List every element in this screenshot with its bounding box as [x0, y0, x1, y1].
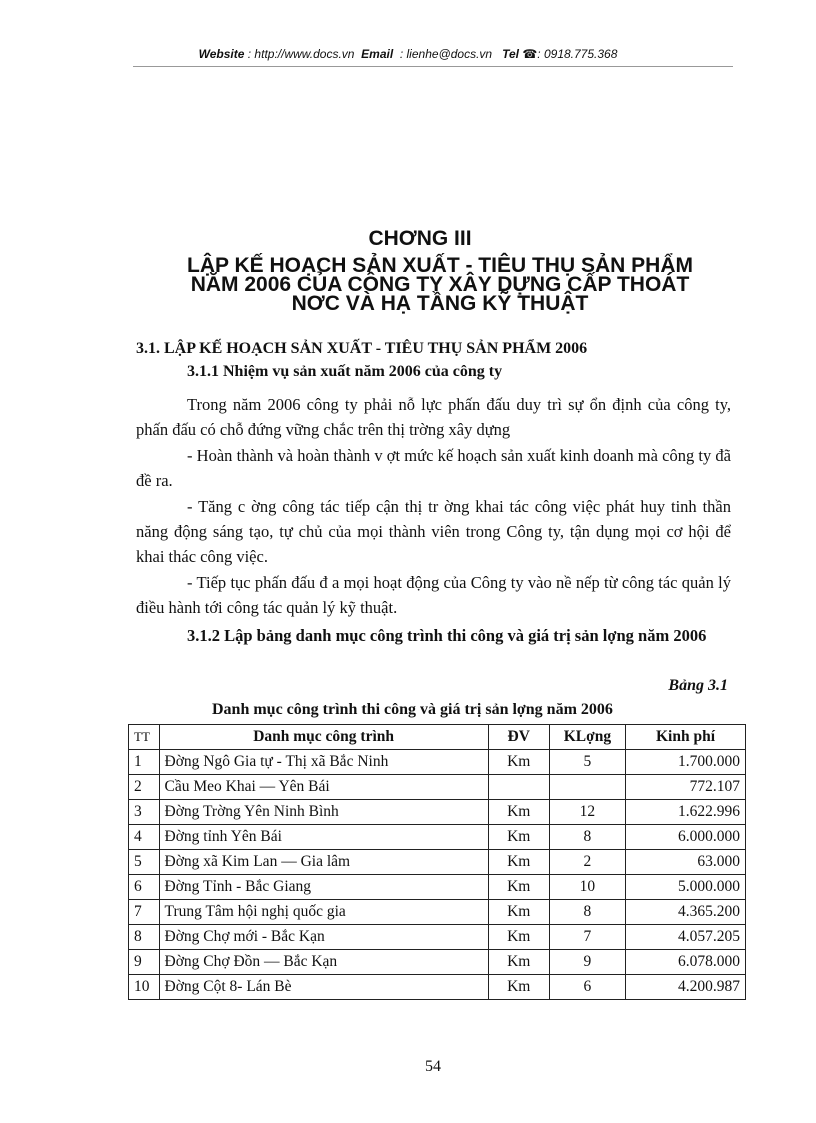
page-header [0, 47, 816, 61]
row-cost: 4.057.205 [626, 925, 746, 950]
row-quantity: 7 [549, 925, 625, 950]
row-unit: Km [488, 750, 549, 775]
row-cost: 4.365.200 [626, 900, 746, 925]
row-tt: 9 [129, 950, 160, 975]
email-label: Email [361, 47, 394, 61]
row-quantity: 8 [549, 825, 625, 850]
row-quantity: 10 [549, 875, 625, 900]
row-unit: Km [488, 925, 549, 950]
header-quantity: KLợng [549, 725, 625, 750]
website-label: Website [198, 47, 245, 61]
header-tt: TT [129, 725, 160, 750]
table-row [129, 875, 746, 900]
row-cost: 4.200.987 [626, 975, 746, 1000]
chapter-title-line-3: NƠC VÀ HẠ TẦNG KỸ THUẬT [291, 292, 589, 315]
chapter-title-line-1: LẬP KẾ HOẠCH SẢN XUẤT - TIÊU THỤ SẢN PHẨM [187, 254, 693, 277]
row-unit: Km [488, 975, 549, 1000]
table-header-row [129, 725, 746, 750]
row-unit: Km [488, 850, 549, 875]
row-quantity: 8 [549, 900, 625, 925]
chapter-title [40, 256, 816, 313]
row-quantity: 12 [549, 800, 625, 825]
table-row [129, 825, 746, 850]
row-project: Đờng Trờng Yên Ninh Bình [159, 800, 488, 825]
row-cost: 772.107 [626, 775, 746, 800]
row-project: Đờng Chợ mới - Bắc Kạn [159, 925, 488, 950]
chapter-title-line-2: NĂM 2006 CỦA CÔNG TY XÂY DỰNG CẤP THOÁT [190, 273, 690, 296]
row-cost: 6.078.000 [626, 950, 746, 975]
header-project: Danh mục công trình [159, 725, 488, 750]
table-row [129, 925, 746, 950]
email-value: : lienhe@docs.vn [399, 47, 493, 61]
row-project: Trung Tâm hội nghị quốc gia [159, 900, 488, 925]
row-cost: 1.622.996 [626, 800, 746, 825]
header-unit: ĐV [488, 725, 549, 750]
row-unit: Km [488, 875, 549, 900]
table-row [129, 950, 746, 975]
row-tt: 8 [129, 925, 160, 950]
row-tt: 7 [129, 900, 160, 925]
tel-label: Tel [502, 47, 519, 61]
header-cost: Kinh phí [626, 725, 746, 750]
row-quantity: 5 [549, 750, 625, 775]
row-tt: 1 [129, 750, 160, 775]
paragraph-1: Trong năm 2006 công ty phải nỗ lực phấn đấu duy trì sự ổn định của công ty, phấn đấu có chỗ đứng vững chắc trên thị trờng xây dựng [136, 395, 731, 439]
row-unit: Km [488, 825, 549, 850]
phone-icon: ☎ [522, 47, 538, 61]
tel-value: : 0918.775.368 [537, 47, 618, 61]
row-tt: 3 [129, 800, 160, 825]
section-heading: 3.1. LẬP KẾ HOẠCH SẢN XUẤT - TIÊU THỤ SẢN PHẨM 2006 [136, 340, 588, 357]
row-project: Đờng xã Kim Lan — Gia lâm [159, 850, 488, 875]
row-unit: Km [488, 900, 549, 925]
row-project: Đờng tỉnh Yên Bái [159, 825, 488, 850]
row-tt: 6 [129, 875, 160, 900]
row-quantity: 2 [549, 850, 625, 875]
row-tt: 10 [129, 975, 160, 1000]
chapter-number: CHƠNG III [368, 227, 472, 250]
table-row [129, 975, 746, 1000]
table-row [129, 850, 746, 875]
row-quantity [549, 775, 625, 800]
row-project: Đờng Chợ Đồn — Bắc Kạn [159, 950, 488, 975]
subsection-heading-2: 3.1.2 Lập bảng danh mục công trình thi công và giá trị sản lợng năm 2006 [187, 626, 707, 645]
table-caption: Danh mục công trình thi công và giá trị sản lợng năm 2006 [212, 701, 613, 718]
row-project: Đờng Tỉnh - Bắc Giang [159, 875, 488, 900]
row-project: Đờng Ngô Gia tự - Thị xã Bắc Ninh [159, 750, 488, 775]
row-cost: 63.000 [626, 850, 746, 875]
row-unit: Km [488, 950, 549, 975]
paragraph-3: - Tăng c ờng công tác tiếp cận thị tr ờng khai tác công việc phát huy tinh thần năng động sáng tạo, tự chủ của mọi thành viên trong Công ty, tận dụng mọi cơ hội để khai thác công việc. [136, 497, 731, 566]
project-table [128, 724, 746, 1000]
row-project: Đờng Cột 8- Lán Bè [159, 975, 488, 1000]
header-divider [133, 66, 733, 67]
row-quantity: 9 [549, 950, 625, 975]
table-row [129, 750, 746, 775]
table-label: Bảng 3.1 [668, 677, 728, 694]
row-project: Cầu Meo Khai — Yên Bái [159, 775, 488, 800]
row-cost: 5.000.000 [626, 875, 746, 900]
row-cost: 1.700.000 [626, 750, 746, 775]
paragraph-2: - Hoàn thành và hoàn thành v ợt mức kế hoạch sản xuất kinh doanh mà công ty đã đề ra. [136, 446, 731, 490]
table-row [129, 900, 746, 925]
website-value: : http://www.docs.vn [247, 47, 355, 61]
row-tt: 5 [129, 850, 160, 875]
row-unit: Km [488, 800, 549, 825]
table-row [129, 775, 746, 800]
table-row [129, 800, 746, 825]
row-unit [488, 775, 549, 800]
row-cost: 6.000.000 [626, 825, 746, 850]
row-tt: 4 [129, 825, 160, 850]
paragraph-4: - Tiếp tục phấn đấu đ a mọi hoạt động của Công ty vào nề nếp từ công tác quản lý điều hành tới công tác quản lý kỹ thuật. [136, 573, 731, 617]
row-quantity: 6 [549, 975, 625, 1000]
page-number: 54 [425, 1058, 441, 1075]
row-tt: 2 [129, 775, 160, 800]
subsection-heading-1: 3.1.1 Nhiệm vụ sản xuất năm 2006 của công ty [187, 363, 503, 380]
